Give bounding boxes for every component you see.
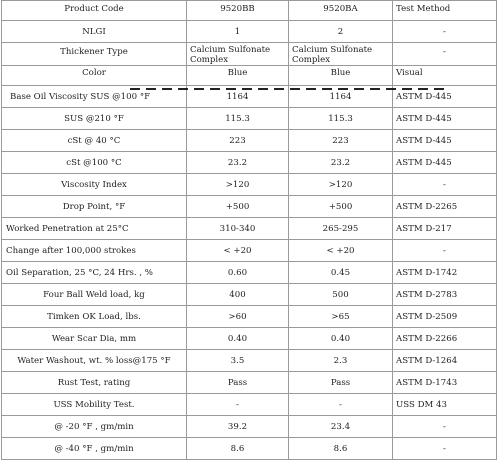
row-value-a: 400: [187, 284, 289, 306]
row-method: ASTM D-217: [393, 218, 497, 240]
row-property: NLGI: [2, 21, 187, 43]
row-value-a: 223: [187, 130, 289, 152]
row-method: -: [393, 21, 497, 43]
row-property: Oil Separation, 25 °C, 24 Hrs. , %: [2, 262, 187, 284]
row-value-b: +500: [289, 196, 393, 218]
row-property: Wear Scar Dia, mm: [2, 328, 187, 350]
row-method: -: [393, 240, 497, 262]
row-method: ASTM D-2265: [393, 196, 497, 218]
row-value-a: 8.6: [187, 438, 289, 460]
row-value-a: < +20: [187, 240, 289, 262]
row-value-b: 23.2: [289, 152, 393, 174]
table-row: [2, 152, 497, 174]
row-method: ASTM D-445: [393, 108, 497, 130]
row-value-b: >120: [289, 174, 393, 196]
row-value-b: 1164: [289, 86, 393, 108]
table-row: [2, 218, 497, 240]
row-value-a: Calcium Sulfonate Complex: [187, 43, 289, 66]
row-value-b: < +20: [289, 240, 393, 262]
table-header-row: [2, 1, 497, 21]
table-row: [2, 108, 497, 130]
header-method: Test Method: [393, 1, 497, 21]
row-value-b: 2: [289, 21, 393, 43]
row-property: Viscosity Index: [2, 174, 187, 196]
row-property: @ -20 °F , gm/min: [2, 416, 187, 438]
spec-table: [1, 0, 497, 460]
row-value-a: 0.60: [187, 262, 289, 284]
table-row: [2, 196, 497, 218]
row-value-b: 0.45: [289, 262, 393, 284]
row-value-a: 3.5: [187, 350, 289, 372]
row-property: SUS @210 °F: [2, 108, 187, 130]
row-method: ASTM D-445: [393, 152, 497, 174]
row-property: Change after 100,000 strokes: [2, 240, 187, 262]
row-value-a: -: [187, 394, 289, 416]
row-method: -: [393, 174, 497, 196]
row-property: Color: [2, 66, 187, 86]
row-property: USS Mobility Test.: [2, 394, 187, 416]
row-value-b: Blue: [289, 66, 393, 86]
table-row: [2, 262, 497, 284]
row-method: ASTM D-445: [393, 86, 497, 108]
row-method: ASTM D-2266: [393, 328, 497, 350]
table-row: [2, 240, 497, 262]
row-value-a: 0.40: [187, 328, 289, 350]
header-product-a: 9520BB: [187, 1, 289, 21]
row-value-b: 223: [289, 130, 393, 152]
table-row: [2, 372, 497, 394]
row-value-b: 2.3: [289, 350, 393, 372]
row-value-a: >60: [187, 306, 289, 328]
row-value-a: Pass: [187, 372, 289, 394]
table-row: [2, 130, 497, 152]
row-value-b: 265-295: [289, 218, 393, 240]
row-method: ASTM D-1743: [393, 372, 497, 394]
row-method: -: [393, 43, 497, 66]
row-value-a: Blue: [187, 66, 289, 86]
row-value-a: 1: [187, 21, 289, 43]
row-method: ASTM D-1742: [393, 262, 497, 284]
row-method: ASTM D-2783: [393, 284, 497, 306]
row-value-b: 0.40: [289, 328, 393, 350]
row-value-b: Calcium Sulfonate Complex: [289, 43, 393, 66]
row-method: ASTM D-2509: [393, 306, 497, 328]
row-value-b: -: [289, 394, 393, 416]
row-method: USS DM 43: [393, 394, 497, 416]
table-row: [2, 438, 497, 460]
table-row: [2, 174, 497, 196]
row-property: Drop Point, °F: [2, 196, 187, 218]
row-value-a: 1164: [187, 86, 289, 108]
header-property: Product Code: [2, 1, 187, 21]
row-method: ASTM D-1264: [393, 350, 497, 372]
row-value-a: >120: [187, 174, 289, 196]
row-property: Worked Penetration at 25°C: [2, 218, 187, 240]
table-row: [2, 350, 497, 372]
header-product-b: 9520BA: [289, 1, 393, 21]
row-value-a: 310-340: [187, 218, 289, 240]
table-row: [2, 43, 497, 66]
table-row: [2, 328, 497, 350]
row-property: cSt @ 40 °C: [2, 130, 187, 152]
row-property: cSt @100 °C: [2, 152, 187, 174]
table-row: [2, 21, 497, 43]
row-property: Timken OK Load, lbs.: [2, 306, 187, 328]
row-value-a: +500: [187, 196, 289, 218]
row-value-b: Pass: [289, 372, 393, 394]
row-property: Water Washout, wt. % loss@175 °F: [2, 350, 187, 372]
row-property: @ -40 °F , gm/min: [2, 438, 187, 460]
table-row: [2, 306, 497, 328]
row-property: Base Oil Viscosity SUS @100 °F: [2, 86, 187, 108]
row-value-a: 115.3: [187, 108, 289, 130]
row-value-b: 8.6: [289, 438, 393, 460]
row-method: ASTM D-445: [393, 130, 497, 152]
row-value-a: 23.2: [187, 152, 289, 174]
row-value-b: 115.3: [289, 108, 393, 130]
row-property: Rust Test, rating: [2, 372, 187, 394]
row-value-b: 23.4: [289, 416, 393, 438]
table-row: [2, 66, 497, 86]
row-method: Visual: [393, 66, 497, 86]
row-value-a: 39.2: [187, 416, 289, 438]
row-method: -: [393, 438, 497, 460]
row-value-b: 500: [289, 284, 393, 306]
row-property: Four Ball Weld load, kg: [2, 284, 187, 306]
dashed-divider: [130, 88, 450, 90]
table-row: [2, 394, 497, 416]
row-method: -: [393, 416, 497, 438]
row-value-b: >65: [289, 306, 393, 328]
row-property: Thickener Type: [2, 43, 187, 66]
table-row: [2, 416, 497, 438]
table-row: [2, 284, 497, 306]
